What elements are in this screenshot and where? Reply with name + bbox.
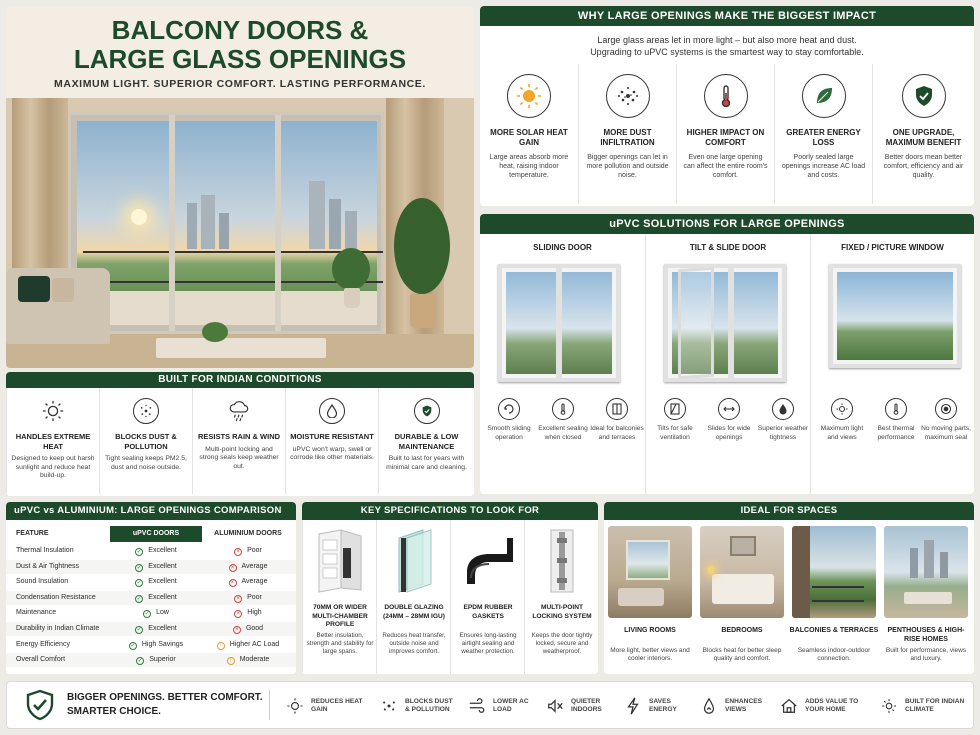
col-aluminium: ALUMINIUM DOORS <box>214 530 282 537</box>
penthouse-image <box>884 526 968 618</box>
cross-icon: × <box>229 564 237 572</box>
feature-item <box>648 398 702 442</box>
tilt-slide-door-image <box>664 264 786 382</box>
upvc-value: Excellent <box>148 547 177 554</box>
benefit-label: SAVES ENERGY <box>649 697 677 713</box>
feature-label: No moving parts, maximum seal <box>921 425 971 441</box>
solution-title: FIXED / PICTURE WINDOW <box>841 243 944 252</box>
benefit-item <box>379 694 453 718</box>
thermometer-icon <box>704 74 748 118</box>
specs-panel <box>302 502 598 674</box>
row-feature: Condensation Resistance <box>16 593 96 601</box>
spec-item <box>524 520 598 674</box>
aluminium-value: Average <box>241 578 268 586</box>
check-icon: ✓ <box>137 658 143 665</box>
built-item <box>6 388 99 494</box>
space-text: Seamless indoor-outdoor connection. <box>797 647 871 662</box>
built-item-title: RESISTS RAIN & WIND <box>197 432 281 441</box>
tagline-line2: SMARTER CHOICE. <box>67 706 161 717</box>
row-feature: Overall Comfort <box>16 656 66 664</box>
check-icon: ✓ <box>136 595 142 602</box>
row-feature: Thermal Insulation <box>16 547 74 554</box>
cross-icon: × <box>234 595 242 603</box>
row-upvc <box>110 591 202 605</box>
why-lead <box>480 34 974 58</box>
cross-icon: × <box>229 579 237 587</box>
benefit-item <box>779 694 865 718</box>
feature-item <box>536 398 590 442</box>
built-item <box>99 388 192 494</box>
light-icon <box>831 398 853 420</box>
comparison-header-row <box>6 526 296 542</box>
spec-item <box>302 520 376 674</box>
solution-title: SLIDING DOOR <box>533 243 592 252</box>
space-item-balcony <box>788 520 880 674</box>
spec-title: DOUBLE GLAZING (24MM – 28MM IGU) <box>383 604 445 620</box>
spec-title: MULTI-POINT LOCKING SYSTEM <box>532 604 592 620</box>
benefit-label: BUILT FOR INDIAN CLIMATE <box>905 697 965 713</box>
why-item-upgrade <box>872 64 974 204</box>
row-aluminium <box>202 622 294 636</box>
warning-icon: ! <box>217 642 225 650</box>
hero-title-line1: BALCONY DOORS & <box>111 15 369 45</box>
built-heading: BUILT FOR INDIAN CONDITIONS <box>6 372 474 388</box>
check-icon: ✓ <box>136 564 142 571</box>
feature-item <box>919 398 973 442</box>
spec-text: Better insulation, strength and stability for large spans. <box>306 632 374 655</box>
why-item-title: ONE UPGRADE, MAXIMUM BENEFIT <box>885 128 962 147</box>
solutions-panel <box>480 214 974 494</box>
built-item-text: uPVC won't warp, swell or corrode like other materials. <box>290 445 374 461</box>
spec-item <box>376 520 450 674</box>
solution-tilt-slide-door <box>645 234 810 494</box>
hero-window <box>68 112 384 334</box>
feature-label: Best thermal performance <box>877 425 915 441</box>
why-item-title: GREATER ENERGY LOSS <box>786 128 861 147</box>
bottom-tagline <box>67 691 263 719</box>
double-glazing-image <box>385 528 443 594</box>
why-heading: WHY LARGE OPENINGS MAKE THE BIGGEST IMPACT <box>480 6 974 26</box>
row-aluminium <box>202 544 294 558</box>
check-icon: ✓ <box>136 627 142 633</box>
built-item-text: Multi-point locking and strong seals keep weather out. <box>199 445 279 470</box>
rain-cloud-icon <box>226 398 252 424</box>
hero-room-image <box>6 98 474 368</box>
built-panel <box>6 372 474 496</box>
built-item <box>285 388 378 494</box>
fixed-window-image <box>829 264 961 368</box>
upvc-value: Superior <box>149 656 176 664</box>
why-item-title: MORE DUST INFILTRATION <box>600 128 655 147</box>
benefit-label: ADDS VALUE TO YOUR HOME <box>805 697 859 713</box>
built-item <box>378 388 474 494</box>
row-feature: Maintenance <box>16 609 57 617</box>
space-title: LIVING ROOMS <box>624 627 676 634</box>
why-item-dust <box>578 64 676 204</box>
mute-speaker-icon <box>545 696 565 716</box>
feature-label: Excellent sealing when closed <box>538 425 588 441</box>
eco-drop-icon <box>699 696 719 716</box>
why-item-solar <box>480 64 578 204</box>
built-item-title: BLOCKS DUST & POLLUTION <box>115 432 177 451</box>
built-item-text: Designed to keep out harsh sunlight and reduce heat build-up. <box>11 455 95 479</box>
aluminium-value: Higher AC Load <box>229 640 280 648</box>
spec-text: Reduces heat transfer, outside noise and improves comfort. <box>382 632 446 655</box>
heat-sun-icon <box>40 398 66 424</box>
why-item-text: Large areas absorb more heat, raising indoor temperature. <box>489 154 569 179</box>
row-upvc <box>110 606 202 620</box>
cross-icon: × <box>233 626 241 634</box>
locking-system-image <box>533 528 591 594</box>
shield-check-icon <box>25 689 55 721</box>
row-aluminium <box>202 606 294 620</box>
built-item-text: Built to last for years with minimal care and cleaning. <box>386 455 467 471</box>
built-item-title: DURABLE & LOW MAINTENANCE <box>394 432 459 451</box>
benefit-item <box>699 694 771 718</box>
row-upvc <box>110 575 202 589</box>
comparison-row <box>6 606 296 620</box>
sliding-arrows-icon <box>498 398 520 420</box>
why-item-text: Bigger openings can let in more pollution and outside noise. <box>586 154 669 179</box>
upvc-value: Excellent <box>148 562 177 570</box>
built-item-text: Tight sealing keeps PM2.5, dust and noise outside. <box>105 455 187 471</box>
check-icon: ✓ <box>136 549 142 555</box>
row-aluminium <box>202 653 294 667</box>
aluminium-value: Good <box>245 625 264 632</box>
row-feature: Dust & Air Tightness <box>16 562 80 570</box>
benefit-label: REDUCES HEAT GAIN <box>311 697 363 713</box>
feature-item <box>590 398 644 442</box>
row-upvc <box>110 638 202 652</box>
warning-icon: ! <box>227 657 235 665</box>
balcony-image <box>792 526 876 618</box>
comparison-row <box>6 638 296 652</box>
row-upvc <box>110 560 202 574</box>
spec-text: Ensures long-lasting airtight sealing and weather protection. <box>459 632 517 655</box>
hero-title-line2: LARGE GLASS OPENINGS <box>73 44 407 74</box>
why-item-energy <box>774 64 872 204</box>
hero-subtitle: MAXIMUM LIGHT. SUPERIOR COMFORT. LASTING PERFORMANCE. <box>54 78 426 90</box>
space-item-living <box>604 520 696 674</box>
why-lead-line2: Upgrading to uPVC systems is the smartest way to stay comfortable. <box>590 47 864 57</box>
aluminium-value: Poor <box>247 547 262 554</box>
space-text: Built for performance, views and luxury. <box>885 647 967 662</box>
benefit-item <box>623 694 689 718</box>
specs-heading: KEY SPECIFICATIONS TO LOOK FOR <box>302 502 598 520</box>
benefit-label: QUIETER INDOORS <box>571 697 602 713</box>
spec-title: EPDM RUBBER GASKETS <box>463 604 513 620</box>
space-title: BALCONIES & TERRACES <box>789 627 879 634</box>
feature-item <box>869 398 923 442</box>
feature-label: Superior weather tightness <box>757 425 809 441</box>
feature-label: Tilts for safe ventilation <box>657 425 693 441</box>
hero-title <box>6 16 474 74</box>
aluminium-value: Average <box>241 562 268 570</box>
comparison-row <box>6 653 296 667</box>
spec-item <box>450 520 524 674</box>
feature-item <box>702 398 756 442</box>
comparison-row <box>6 622 296 636</box>
comparison-heading: uPVC vs ALUMINIUM: LARGE OPENINGS COMPARISON <box>6 502 296 520</box>
climate-sun-icon <box>879 696 899 716</box>
cross-icon: × <box>234 548 242 556</box>
check-icon: ✓ <box>144 611 150 618</box>
dust-icon <box>133 398 159 424</box>
built-item <box>192 388 285 494</box>
benefit-label: LOWER AC LOAD <box>493 697 529 713</box>
feature-item <box>756 398 810 442</box>
spaces-heading: IDEAL FOR SPACES <box>604 502 974 520</box>
why-item-text: Even one large opening can affect the entire room's comfort. <box>683 154 768 179</box>
dust-icon <box>379 696 399 716</box>
leaf-icon <box>802 74 846 118</box>
feature-item <box>482 398 536 442</box>
check-icon: ✓ <box>136 580 142 587</box>
dust-icon <box>606 74 650 118</box>
tagline-line1: BIGGER OPENINGS. BETTER COMFORT. <box>67 692 263 703</box>
sun-icon <box>285 696 305 716</box>
why-item-title: HIGHER IMPACT ON COMFORT <box>686 128 765 147</box>
bottom-strip <box>6 681 974 729</box>
row-feature: Sound Insulation <box>16 578 69 586</box>
sliding-door-image <box>498 264 620 382</box>
row-aluminium <box>202 638 294 652</box>
row-aluminium <box>202 560 294 574</box>
feature-label: Maximum light and views <box>820 425 864 441</box>
row-upvc <box>110 653 202 667</box>
solution-title: TILT & SLIDE DOOR <box>689 243 767 252</box>
comparison-row <box>6 544 296 558</box>
solution-fixed-window <box>810 234 974 494</box>
upvc-value: Excellent <box>148 593 177 601</box>
row-upvc <box>110 622 202 636</box>
feature-label: Slides for wide openings <box>707 425 751 441</box>
solutions-heading: uPVC SOLUTIONS FOR LARGE OPENINGS <box>480 214 974 234</box>
check-icon: ✓ <box>130 642 136 649</box>
built-item-title: MOISTURE RESISTANT <box>290 432 374 441</box>
benefit-item <box>879 694 965 718</box>
gasket-image <box>459 528 517 594</box>
space-title: PENTHOUSES & HIGH-RISE HOMES <box>887 627 965 643</box>
why-panel <box>480 6 974 206</box>
bedroom-image <box>700 526 784 618</box>
shield-check-icon <box>414 398 440 424</box>
balcony-icon <box>606 398 628 420</box>
water-drop-icon <box>772 398 794 420</box>
comparison-panel <box>6 502 296 674</box>
why-item-title: MORE SOLAR HEAT GAIN <box>490 128 568 147</box>
why-item-text: Poorly sealed large openings increase AC load and costs. <box>781 154 866 179</box>
upvc-value: High Savings <box>141 640 184 648</box>
comparison-row <box>6 575 296 589</box>
benefit-item <box>545 694 613 718</box>
space-item-penthouse <box>880 520 974 674</box>
living-room-image <box>608 526 692 618</box>
space-text: Blocks heat for better sleep quality and comfort. <box>702 647 782 662</box>
why-item-comfort <box>676 64 774 204</box>
col-upvc: uPVC DOORS <box>110 526 202 542</box>
spec-title: 70MM OR WIDER MULTI-CHAMBER PROFILE <box>312 604 368 628</box>
row-aluminium <box>202 591 294 605</box>
space-title: BEDROOMS <box>721 627 763 634</box>
why-lead-line1: Large glass areas let in more light – but also more heat and dust. <box>597 35 857 45</box>
upvc-value: Low <box>156 609 169 617</box>
air-flow-icon <box>467 696 487 716</box>
profile-image <box>311 528 369 594</box>
thermometer-icon <box>885 398 907 420</box>
water-drop-icon <box>319 398 345 424</box>
sun-icon <box>507 74 551 118</box>
cross-icon: × <box>234 610 242 618</box>
comparison-row <box>6 591 296 605</box>
comparison-row <box>6 560 296 574</box>
space-text: More light, better views and cooler interiors. <box>610 647 690 662</box>
benefit-label: BLOCKS DUST & POLLUTION <box>405 697 453 713</box>
home-icon <box>779 696 799 716</box>
benefit-label: ENHANCES VIEWS <box>725 697 763 713</box>
space-item-bedroom <box>696 520 788 674</box>
aluminium-value: Poor <box>247 593 262 601</box>
feature-label: Ideal for balconies and terraces <box>590 425 644 441</box>
row-aluminium <box>202 575 294 589</box>
spaces-panel <box>604 502 974 674</box>
shield-check-icon <box>902 74 946 118</box>
feature-item <box>815 398 869 442</box>
upvc-value: Excellent <box>148 625 177 632</box>
tilt-window-icon <box>664 398 686 420</box>
hero-panel <box>6 6 474 368</box>
spec-text: Keeps the door tightly locked, secure and weatherproof. <box>531 632 593 655</box>
row-feature: Energy Efficiency <box>16 640 70 648</box>
col-feature: FEATURE <box>16 530 49 537</box>
built-item-title: HANDLES EXTREME HEAT <box>15 432 91 451</box>
row-feature: Durability in Indian Climate <box>16 625 100 632</box>
thermometer-icon <box>552 398 574 420</box>
aluminium-value: Moderate <box>239 656 270 664</box>
row-upvc <box>110 544 202 558</box>
feature-label: Smooth sliding operation <box>487 425 531 441</box>
seal-icon <box>935 398 957 420</box>
upvc-value: Excellent <box>148 578 177 586</box>
lightning-icon <box>623 696 643 716</box>
benefit-item <box>285 694 363 718</box>
solution-sliding-door <box>480 234 645 494</box>
aluminium-value: High <box>247 609 262 617</box>
wide-arrows-icon <box>718 398 740 420</box>
benefit-item <box>467 694 533 718</box>
why-item-text: Better doors mean better comfort, efficiency and air quality. <box>883 154 964 179</box>
